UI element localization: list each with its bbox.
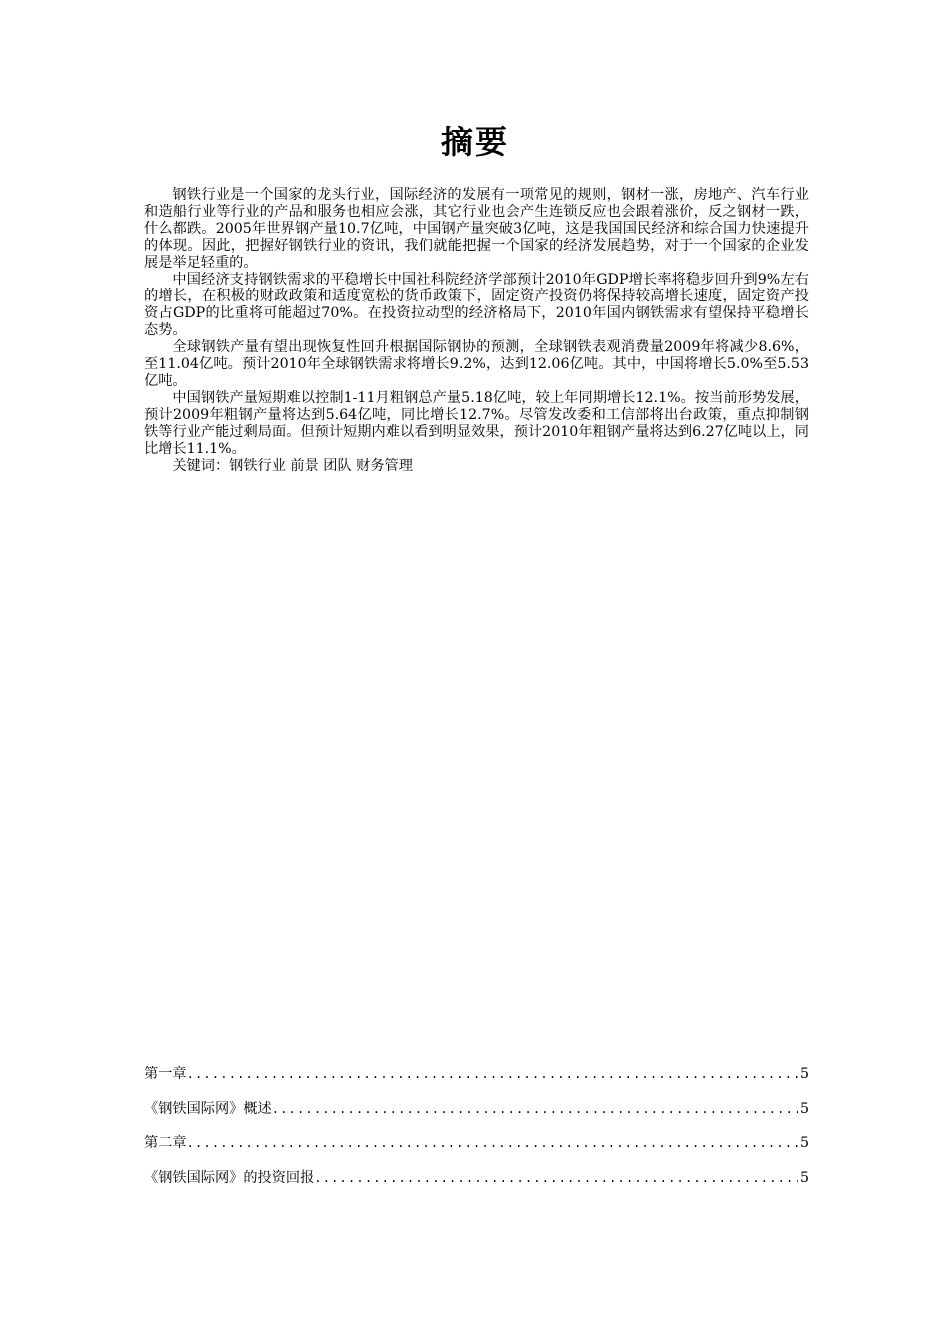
abstract-paragraph: 中国钢铁产量短期难以控制1-11月粗钢总产量5.18亿吨，较上年同期增长12.1%。按当前形势发展，预计2009年粗钢产量将达到5.64亿吨，同比增长12.7%。尽管发改委和工信部将出台政策，重点抑制钢铁等行业产能过剩局面。但预计短期内难以看到明显效果，预计2010年粗钢产量将达到6.27亿吨以上，同比增长11.1%。 [144, 389, 809, 457]
toc-page-number: 5 [799, 1135, 809, 1151]
toc-entry[interactable] [144, 1168, 809, 1188]
toc-entry[interactable] [144, 1099, 809, 1119]
toc-page-number: 5 [799, 1066, 809, 1082]
toc-entry-label: 第一章 [144, 1066, 187, 1082]
abstract-body [144, 187, 809, 474]
table-of-contents [144, 1064, 809, 1202]
keywords-line: 关键词：钢铁行业 前景 团队 财务管理 [172, 457, 413, 474]
abstract-paragraph: 中国经济支持钢铁需求的平稳增长中国社科院经济学部预计2010年GDP增长率将稳步回升到9%左右的增长，在积极的财政政策和适度宽松的货币政策下，固定资产投资仍将保持较高增长速度，固定资产投资占GDP的比重将可能超过70%。在投资拉动型的经济格局下，2010年国内钢铁需求有望保持平稳增长态势。 [144, 271, 809, 339]
toc-page-number: 5 [799, 1100, 809, 1117]
toc-page-number: 5 [799, 1169, 809, 1186]
toc-entry[interactable] [144, 1064, 809, 1084]
toc-leader-dots [314, 1168, 798, 1188]
toc-leader-dots [272, 1099, 798, 1119]
abstract-paragraph: 全球钢铁产量有望出现恢复性回升根据国际钢协的预测，全球钢铁表观消费量2009年将减少8.6%，至11.04亿吨。预计2010年全球钢铁需求将增长9.2%，达到12.06亿吨。其中，中国将增长5.0%至5.53亿吨。 [144, 339, 809, 389]
toc-entry-label: 第二章 [144, 1135, 187, 1151]
page-title: 摘要 [440, 123, 509, 161]
toc-leader-dots [187, 1064, 798, 1084]
toc-entry[interactable] [144, 1133, 809, 1153]
toc-leader-dots [187, 1133, 798, 1153]
abstract-paragraph: 钢铁行业是一个国家的龙头行业，国际经济的发展有一项常见的规则，钢材一涨，房地产、汽车行业和造船行业等行业的产品和服务也相应会涨，其它行业也会产生连锁反应也会跟着涨价，反之钢材一跌，什么都跌。2005年世界钢产量10.7亿吨，中国钢产量突破3亿吨，这是我国国民经济和综合国力快速提升的体现。因此，把握好钢铁行业的资讯，我们就能把握一个国家的经济发展趋势，对于一个国家的企业发展是举足轻重的。 [144, 187, 809, 271]
toc-entry-label: 《钢铁国际网》概述 [144, 1100, 272, 1117]
toc-entry-label: 《钢铁国际网》的投资回报 [144, 1169, 315, 1186]
